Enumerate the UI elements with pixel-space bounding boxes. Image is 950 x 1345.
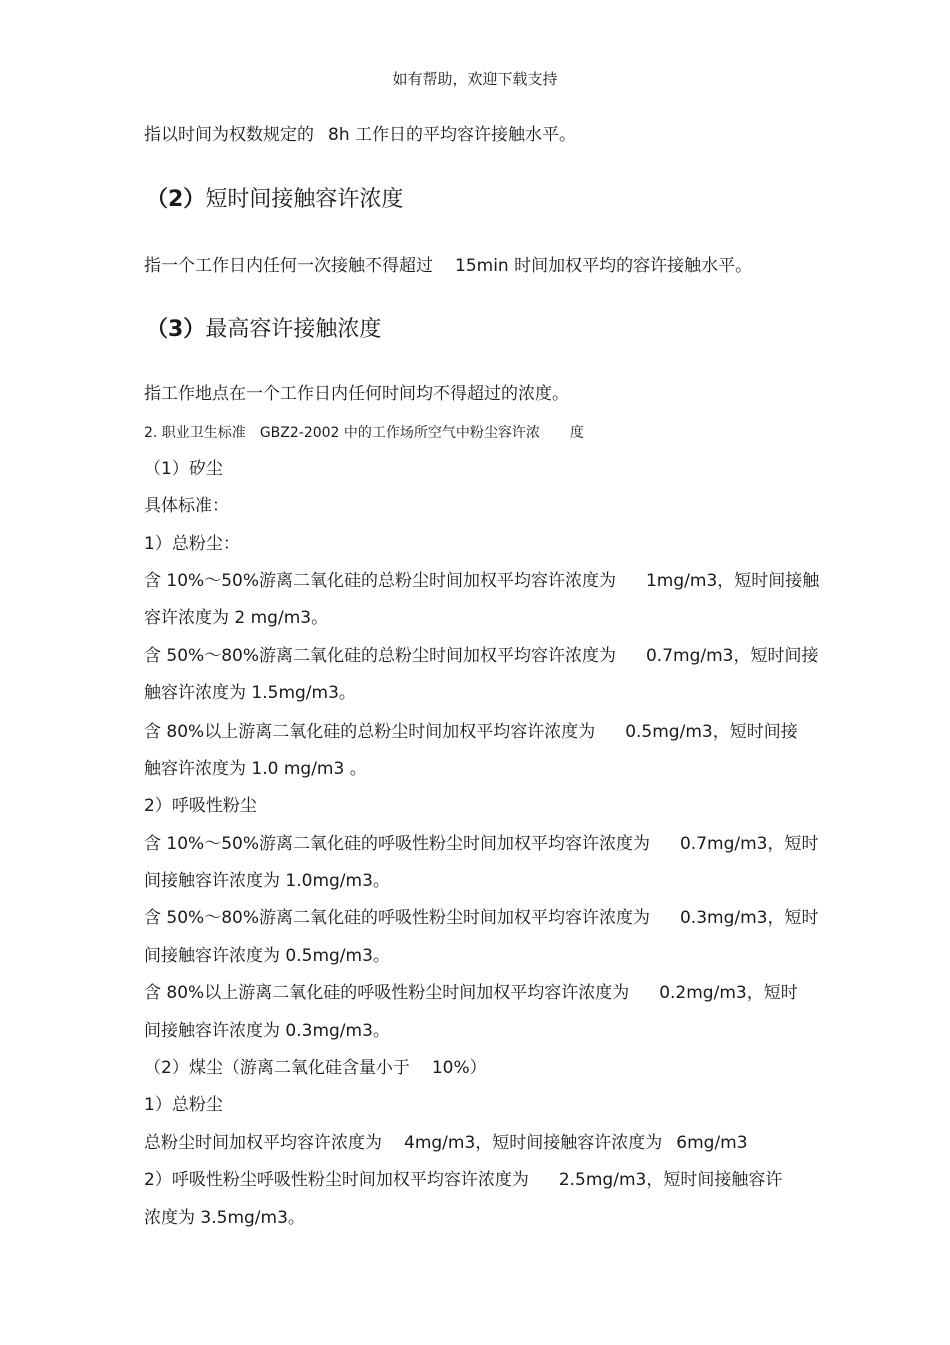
text-segment: 0.5mg/m3，短时间接: [625, 722, 798, 742]
standard-coal-respirable: [144, 1168, 824, 1192]
text-segment: 2）呼吸性粉尘呼吸性粉尘时间加权平均容许浓度为: [144, 1170, 529, 1190]
standard-total-80-plus: [144, 720, 824, 744]
standard-resp-80-plus-cont: 间接触容许浓度为 0.3mg/m3。: [144, 1021, 390, 1041]
text-segment: 含 10%～50%游离二氧化硅的呼吸性粉尘时间加权平均容许浓度为: [144, 834, 650, 854]
text-segment: 含 50%～80%游离二氧化硅的总粉尘时间加权平均容许浓度为: [144, 646, 616, 666]
text-segment: 4mg/m3，短时间接触容许浓度为: [404, 1133, 663, 1153]
heading-short-term-limit: [146, 185, 826, 215]
standard-coal-respirable-cont: 浓度为 3.5mg/m3。: [144, 1208, 305, 1228]
text-segment: 2.5mg/m3，短时间接触容许: [558, 1170, 783, 1190]
subheading-coal-dust: [144, 1056, 824, 1080]
text-segment: 6mg/m3: [676, 1133, 748, 1153]
text-segment: 度: [569, 425, 584, 441]
text-segment: 总粉尘时间加权平均容许浓度为: [144, 1133, 382, 1153]
text-segment: 10%）: [431, 1058, 487, 1078]
standard-total-50-80: [144, 644, 824, 668]
heading-text: 最高容许接触浓度: [205, 317, 382, 342]
text-segment: 1mg/m3，短时间接触: [645, 571, 820, 591]
text-segment: GBZ2-2002 中的工作场所空气中粉尘容许浓: [259, 425, 540, 441]
text-segment: （2）煤尘（游离二氧化硅含量小于: [144, 1058, 410, 1078]
standard-total-80-plus-cont: 触容许浓度为 1.0 mg/m3 。: [144, 759, 367, 779]
paragraph-max-definition: 指工作地点在一个工作日内任何时间均不得超过的浓度。: [144, 384, 569, 404]
text-segment: 0.7mg/m3，短时: [679, 834, 819, 854]
standard-resp-80-plus: [144, 981, 824, 1005]
heading-number: （3）: [146, 317, 206, 342]
text-segment: 2. 职业卫生标准: [144, 425, 246, 441]
text-segment: 含 80%以上游离二氧化硅的总粉尘时间加权平均容许浓度为: [144, 722, 596, 742]
text-segment: 指以时间为权数规定的: [144, 125, 314, 145]
paragraph-twa-definition: [144, 123, 824, 147]
standard-coal-total: [144, 1131, 824, 1155]
label-specific-standards: 具体标准：: [144, 496, 229, 516]
heading-text: 短时间接触容许浓度: [205, 187, 404, 212]
text-segment: 0.3mg/m3，短时: [679, 908, 819, 928]
text-segment: 15min 时间加权平均的容许接触水平。: [455, 256, 753, 276]
text-segment: 含 50%～80%游离二氧化硅的呼吸性粉尘时间加权平均容许浓度为: [144, 908, 650, 928]
text-segment: 0.2mg/m3，短时: [659, 983, 798, 1003]
paragraph-stel-definition: [144, 254, 824, 278]
standard-resp-10-50: [144, 832, 824, 856]
label-total-dust: 1）总粉尘：: [144, 534, 240, 554]
heading-number: （2）: [146, 187, 206, 212]
heading-max-limit: [146, 315, 826, 345]
text-segment: 指一个工作日内任何一次接触不得超过: [144, 256, 433, 276]
standard-total-10-50: [144, 569, 824, 593]
subheading-silica-dust: （1）矽尘: [144, 459, 223, 479]
page-header: 如有帮助，欢迎下载支持: [392, 70, 558, 88]
text-segment: 含 10%～50%游离二氧化硅的总粉尘时间加权平均容许浓度为: [144, 571, 616, 591]
standard-resp-50-80-cont: 间接触容许浓度为 0.5mg/m3。: [144, 946, 390, 966]
section-item-2: [144, 422, 824, 444]
standard-resp-10-50-cont: 间接触容许浓度为 1.0mg/m3。: [144, 871, 390, 891]
text-segment: 8h 工作日的平均容许接触水平。: [328, 125, 576, 145]
label-coal-total-dust: 1）总粉尘: [144, 1095, 223, 1115]
standard-total-10-50-cont: 容许浓度为 2 mg/m3。: [144, 608, 329, 628]
standard-resp-50-80: [144, 906, 824, 930]
text-segment: 含 80%以上游离二氧化硅的呼吸性粉尘时间加权平均容许浓度为: [144, 983, 630, 1003]
standard-total-50-80-cont: 触容许浓度为 1.5mg/m3。: [144, 683, 356, 703]
text-segment: 0.7mg/m3，短时间接: [645, 646, 819, 666]
label-respirable-dust: 2）呼吸性粉尘: [144, 796, 257, 816]
